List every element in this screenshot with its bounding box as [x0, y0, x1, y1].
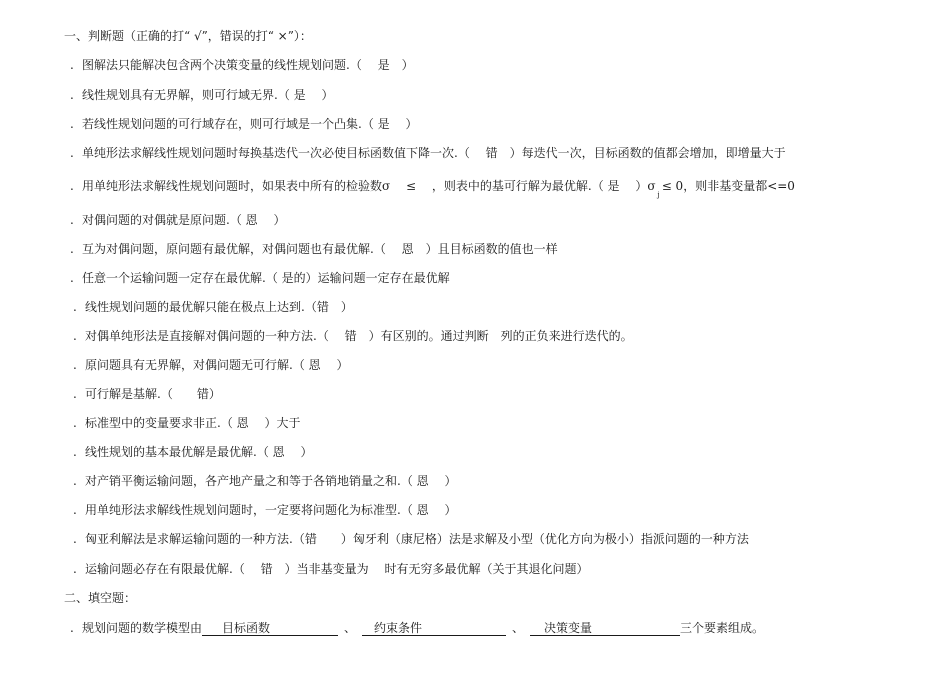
list-item: . 线性规划问题的最优解只能在极点上达到.（错 ）	[73, 300, 353, 314]
answer-blank-3: 决策变量	[530, 621, 680, 636]
list-item: . 图解法只能解决包含两个决策变量的线性规划问题.（ 是 ）	[70, 58, 414, 72]
list-item: . 对产销平衡运输问题，各产地产量之和等于各销地销量之和.（ 恩 ）	[73, 474, 457, 488]
list-item: . 标准型中的变量要求非正.（ 恩 ）大于	[73, 416, 301, 430]
list-item: . 线性规划具有无界解，则可行域无界.（ 是 ）	[70, 88, 334, 102]
list-item: . 单纯形法求解线性规划问题时每换基迭代一次必使目标函数值下降一次.（ 错 ）每迭代一次，目标函数的值都会增加，即增量大于	[70, 146, 786, 160]
section-1-title: 一、判断题（正确的打“ √”，错误的打“ ×”）：	[64, 29, 312, 43]
list-item: . 线性规划的基本最优解是最优解.（ 恩 ）	[73, 445, 313, 459]
list-item: . 对偶问题的对偶就是原问题.（ 恩 ）	[70, 213, 286, 227]
fill-in-question: . 规划问题的数学模型由 目标函数 、 约束条件 、 决策变量 三个要素组成。	[70, 621, 765, 635]
subscript-j: j	[657, 191, 660, 199]
list-item: . 可行解是基解.（ 错）	[73, 387, 221, 401]
list-item: . 若线性规划问题的可行域存在，则可行域是一个凸集.（ 是 ）	[70, 117, 418, 131]
list-item: . 互为对偶问题，原问题有最优解，对偶问题也有最优解.（ 恩 ）且目标函数的值也一样	[70, 242, 558, 256]
answer-blank-2: 约束条件	[362, 621, 506, 636]
list-item: . 匈亚利解法是求解运输问题的一种方法.（错 ）匈牙利（康尼格）法是求解及小型（优化方向为极小）指派问题的一种方法	[73, 532, 749, 546]
list-item: . 运输问题必存在有限最优解.（ 错 ）当非基变量为 时有无穷多最优解（关于其退化问题）	[73, 562, 589, 576]
list-item: . 原问题具有无界解，对偶问题无可行解.（ 恩 ）	[73, 358, 349, 372]
list-item: . 用单纯形法求解线性规划问题时，如果表中所有的检验数σ ≤ ，则表中的基可行解为最优解.（ 是 ）$\sigma_j\le 0$，则非基变量都<=0	[70, 179, 795, 199]
list-item: . 任意一个运输问题一定存在最优解.（ 是的）运输问题一定存在最优解	[70, 271, 450, 285]
list-item: . 用单纯形法求解线性规划问题时，一定要将问题化为标准型.（ 恩 ）	[73, 503, 457, 517]
section-2-title: 二、填空题：	[64, 591, 137, 605]
answer-blank-1: 目标函数	[202, 621, 338, 636]
list-item: . 对偶单纯形法是直接解对偶问题的一种方法.（ 错 ）有区别的。通过判断 列的正负来进行迭代的。	[73, 329, 633, 343]
